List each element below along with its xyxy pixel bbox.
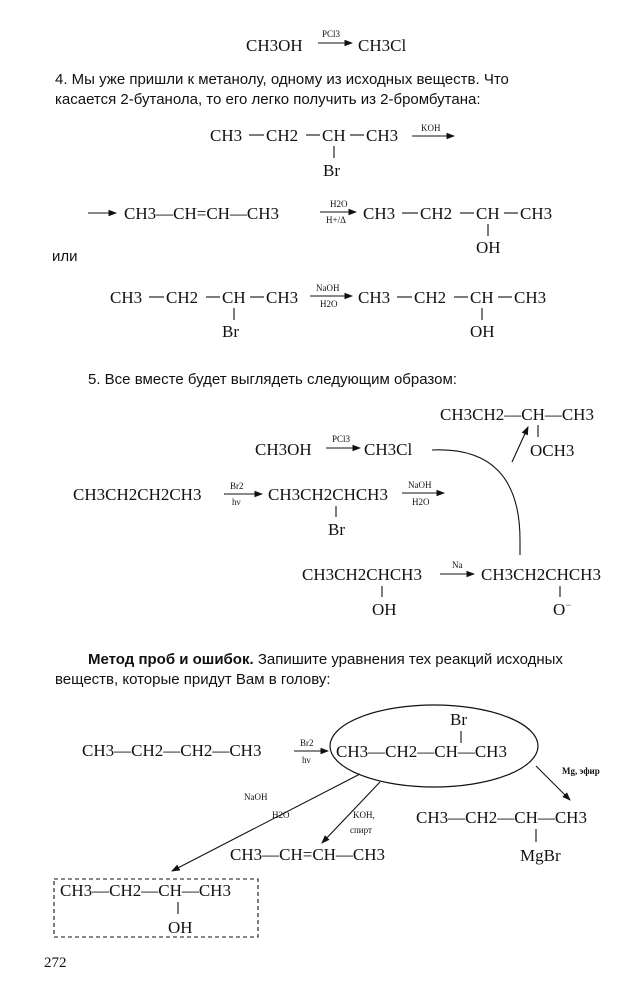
koh-reagent: KOH — [421, 123, 441, 133]
scheme-bromide: CH3CH2CHCH3 — [268, 485, 388, 504]
scheme-alkoxide-sub: O — [553, 600, 566, 619]
scheme-methanol: CH3OH — [255, 440, 312, 459]
chain-c2: CH2 — [420, 204, 453, 223]
scheme-alkoxide: CH3CH2CHCH3 — [481, 565, 601, 584]
trial-line1-rest: Запишите уравнения тех реакций исходных — [257, 651, 563, 668]
equation-substitution-naoh — [110, 283, 546, 341]
equation-hydration — [88, 199, 552, 257]
naoh-reagent: NaOH — [316, 283, 340, 293]
br2-reagent: Br2 — [300, 738, 314, 748]
h2o-condition: H2O — [320, 299, 338, 309]
scheme-butane: CH3CH2CH2CH3 — [73, 485, 202, 504]
chain-c3: CH — [322, 126, 346, 145]
grignard-formula: CH3—CH2—CH—CH3 — [416, 808, 587, 827]
chain-c1: CH3 — [210, 126, 243, 145]
trial-line2: веществ, которые придут Вам в голову: — [55, 671, 331, 688]
ether-product: CH3CH2—CH—CH3 — [440, 405, 594, 424]
methanol-formula: CH3OH — [246, 36, 303, 55]
right-substituent-oh: OH — [470, 322, 495, 341]
chain-c2: CH2 — [266, 126, 299, 145]
koh-reagent: KOH, — [353, 810, 375, 820]
na-reagent: Na — [452, 560, 463, 570]
chloromethane-formula: CH3Cl — [358, 36, 407, 55]
substituent-oh: OH — [476, 238, 501, 257]
merge-line — [432, 450, 520, 555]
left-c4: CH3 — [266, 288, 299, 307]
acid-heat-condition: H+/Δ — [326, 215, 346, 225]
equation-bromobutane-koh — [210, 123, 454, 180]
br2-reagent: Br2 — [230, 481, 244, 491]
right-c1: CH3 — [358, 288, 391, 307]
paragraph-5: 5. Все вместе будет выглядеть следующим образом: — [88, 371, 457, 388]
left-c3: CH — [222, 288, 246, 307]
left-substituent-br: Br — [222, 322, 239, 341]
left-c1: CH3 — [110, 288, 143, 307]
paragraph-4-line1: 4. Мы уже пришли к метанолу, одному из исходных веществ. Что — [55, 71, 509, 88]
h2o-reagent: H2O — [330, 199, 348, 209]
chain-c4: CH3 — [366, 126, 399, 145]
scheme-chloromethane: CH3Cl — [364, 440, 413, 459]
left-c2: CH2 — [166, 288, 199, 307]
right-c4: CH3 — [514, 288, 547, 307]
chain-c4: CH3 — [520, 204, 553, 223]
ether-substituent: OCH3 — [530, 441, 575, 460]
hv-condition: hν — [302, 755, 311, 765]
combined-synthesis-scheme — [73, 405, 601, 619]
chain-c1: CH3 — [363, 204, 396, 223]
trial-alkene: CH3—CH=CH—CH3 — [230, 845, 386, 864]
butene-formula: CH3—CH=CH—CH3 — [124, 204, 280, 223]
trial-alcohol: CH3—CH2—CH—CH3 — [60, 881, 231, 900]
trial-alcohol-sub: OH — [168, 918, 193, 937]
scheme-alcohol-sub: OH — [372, 600, 397, 619]
trial-bromobutane: CH3—CH2—CH—CH3 — [336, 742, 507, 761]
scheme-alcohol: CH3CH2CHCH3 — [302, 565, 422, 584]
paragraph-4-line2: касается 2-бутанола, то его легко получить из 2-бромбутана: — [55, 91, 481, 108]
h2o-condition: H2O — [412, 497, 430, 507]
spirt-condition: спирт — [350, 825, 372, 835]
page-number: 272 — [44, 955, 67, 971]
alkoxide-charge: − — [566, 600, 572, 610]
naoh-reagent: NaOH — [408, 480, 432, 490]
trial-and-error-scheme — [54, 705, 600, 937]
hv-condition: hν — [232, 497, 241, 507]
right-c3: CH — [470, 288, 494, 307]
grignard-substituent: MgBr — [520, 846, 561, 865]
trial-heading: Метод проб и ошибок. — [88, 651, 254, 668]
h2o-condition: H2O — [272, 810, 290, 820]
pcl3-reagent: PCl3 — [322, 29, 341, 39]
right-c2: CH2 — [414, 288, 447, 307]
scheme-pcl3: PCl3 — [332, 434, 351, 444]
arrow-to-ether — [512, 427, 528, 462]
trial-butane: CH3—CH2—CH2—CH3 — [82, 741, 262, 760]
equation-methanol-to-chloromethane — [246, 29, 406, 55]
mg-ether-condition: Mg, эфир — [562, 766, 600, 776]
substituent-br: Br — [323, 161, 340, 180]
bromo-substituent: Br — [450, 710, 467, 729]
chain-c3: CH — [476, 204, 500, 223]
scheme-bromide-sub: Br — [328, 520, 345, 539]
or-word: или — [52, 248, 78, 265]
naoh-reagent: NaOH — [244, 792, 268, 802]
